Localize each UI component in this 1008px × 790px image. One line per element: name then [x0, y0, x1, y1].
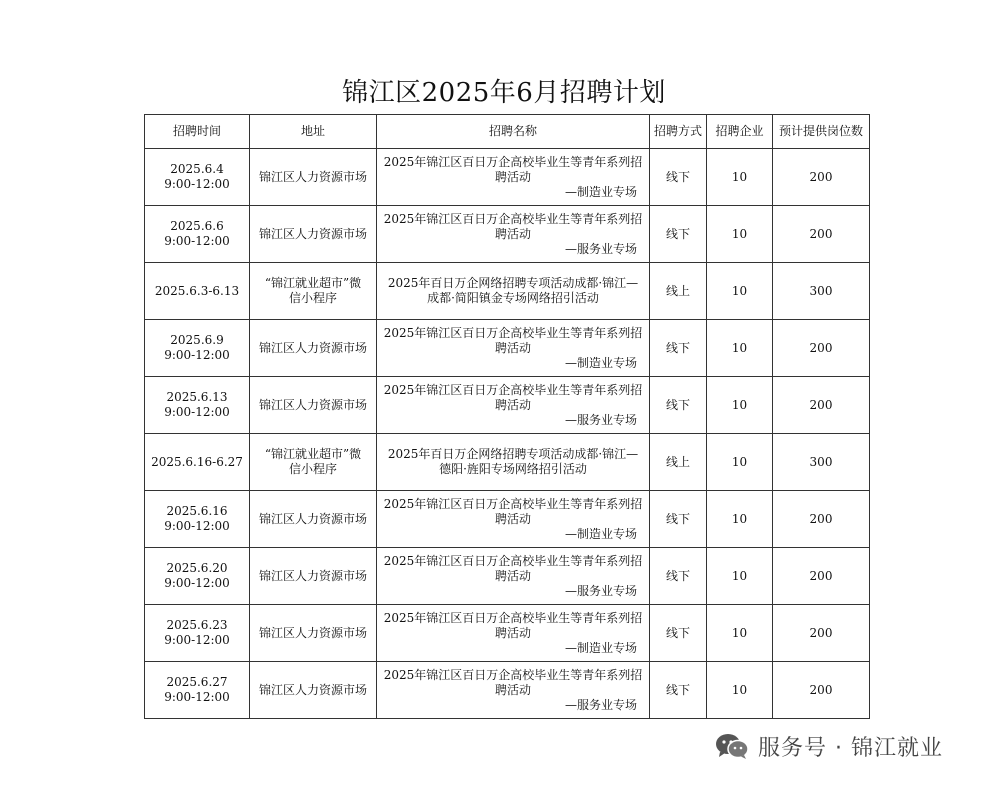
- cell-time: [145, 548, 250, 605]
- cell-hours-text: 9:00-12:00: [164, 405, 230, 419]
- cell-companies: 10: [707, 377, 773, 434]
- cell-event-name-text: 聘活动: [494, 226, 531, 241]
- header-address: 地址: [250, 115, 377, 149]
- cell-event-name: [377, 320, 650, 377]
- table-row: [145, 434, 870, 491]
- cell-time: [145, 149, 250, 206]
- cell-address-text: 锦江区人力资源市场: [258, 226, 367, 241]
- cell-hours-text: 9:00-12:00: [164, 690, 230, 704]
- cell-date-text: 2025.6.6: [170, 219, 224, 233]
- table-row: [145, 605, 870, 662]
- cell-address-text: 锦江区人力资源市场: [258, 682, 367, 697]
- table-header-row: [145, 115, 870, 149]
- wechat-icon: [714, 732, 750, 760]
- cell-event-name-text: 成都·简阳镇金专场网络招引活动: [427, 291, 599, 305]
- cell-hours-text: 9:00-12:00: [164, 348, 230, 362]
- cell-address: [250, 149, 377, 206]
- header-name: 招聘名称: [377, 115, 650, 149]
- cell-positions: 200: [773, 149, 870, 206]
- cell-event-session-text: —服务业专场: [564, 241, 637, 256]
- cell-positions: 200: [773, 548, 870, 605]
- cell-event-name-text: 2025年百日万企网络招聘专项活动成都·锦江—: [387, 276, 639, 290]
- header-mode: 招聘方式: [650, 115, 707, 149]
- cell-date-text: 2025.6.3-6.13: [154, 283, 240, 298]
- table-row: [145, 263, 870, 320]
- cell-event-name: [377, 434, 650, 491]
- cell-address: [250, 320, 377, 377]
- cell-date-text: 2025.6.20: [166, 561, 228, 575]
- cell-address: [250, 605, 377, 662]
- cell-event-name-text: 聘活动: [494, 682, 531, 697]
- cell-time: [145, 605, 250, 662]
- cell-event-name-text: 2025年锦江区百日万企高校毕业生等青年系列招: [383, 211, 643, 226]
- cell-companies: 10: [707, 149, 773, 206]
- cell-address-text: 信小程序: [288, 291, 337, 305]
- cell-address-text: 锦江区人力资源市场: [258, 340, 367, 355]
- cell-address: [250, 491, 377, 548]
- cell-time: [145, 662, 250, 719]
- cell-date-text: 2025.6.16-6.27: [151, 454, 243, 469]
- cell-time: [145, 491, 250, 548]
- table-row: [145, 149, 870, 206]
- cell-positions: 200: [773, 320, 870, 377]
- cell-event-name: [377, 548, 650, 605]
- cell-event-session-text: —制造业专场: [564, 526, 637, 541]
- cell-event-name-text: 2025年锦江区百日万企高校毕业生等青年系列招: [383, 154, 643, 169]
- table-row: [145, 491, 870, 548]
- table-row: [145, 320, 870, 377]
- cell-mode: 线下: [650, 320, 707, 377]
- cell-event-name: [377, 206, 650, 263]
- cell-event-session-text: —服务业专场: [564, 583, 637, 598]
- cell-mode: 线下: [650, 377, 707, 434]
- cell-event-name-text: 聘活动: [494, 169, 531, 184]
- cell-event-name-text: 聘活动: [494, 568, 531, 583]
- cell-time: [145, 434, 250, 491]
- cell-mode: 线下: [650, 491, 707, 548]
- table-row: [145, 206, 870, 263]
- cell-date-text: 2025.6.9: [170, 333, 224, 347]
- cell-hours-text: 9:00-12:00: [164, 519, 230, 533]
- cell-positions: 300: [773, 434, 870, 491]
- cell-positions: 200: [773, 605, 870, 662]
- cell-event-session-text: —制造业专场: [564, 184, 637, 199]
- cell-mode: 线下: [650, 605, 707, 662]
- cell-address: [250, 548, 377, 605]
- cell-event-name: [377, 491, 650, 548]
- recruitment-plan-table: [144, 114, 870, 719]
- cell-event-name-text: 2025年锦江区百日万企高校毕业生等青年系列招: [383, 382, 643, 397]
- cell-companies: 10: [707, 206, 773, 263]
- cell-companies: 10: [707, 320, 773, 377]
- cell-hours-text: 9:00-12:00: [164, 576, 230, 590]
- cell-event-name-text: 2025年锦江区百日万企高校毕业生等青年系列招: [383, 610, 643, 625]
- cell-address-text: 锦江区人力资源市场: [258, 397, 367, 412]
- cell-event-name-text: 聘活动: [494, 511, 531, 526]
- cell-event-name-text: 2025年锦江区百日万企高校毕业生等青年系列招: [383, 667, 643, 682]
- cell-positions: 200: [773, 662, 870, 719]
- cell-event-name-text: 聘活动: [494, 625, 531, 640]
- cell-date-text: 2025.6.16: [166, 504, 228, 518]
- cell-companies: 10: [707, 548, 773, 605]
- table-row: [145, 377, 870, 434]
- cell-event-name: [377, 662, 650, 719]
- cell-hours-text: 9:00-12:00: [164, 633, 230, 647]
- cell-time: [145, 377, 250, 434]
- cell-event-name: [377, 149, 650, 206]
- cell-positions: 200: [773, 491, 870, 548]
- cell-time: [145, 206, 250, 263]
- cell-address-text: “锦江就业超市”微: [264, 276, 362, 290]
- header-time: 招聘时间: [145, 115, 250, 149]
- cell-mode: 线下: [650, 662, 707, 719]
- cell-date-text: 2025.6.23: [166, 618, 228, 632]
- cell-event-name-text: 2025年百日万企网络招聘专项活动成都·锦江—: [387, 447, 639, 461]
- cell-event-name: [377, 263, 650, 320]
- cell-address: [250, 206, 377, 263]
- cell-companies: 10: [707, 605, 773, 662]
- cell-event-session-text: —制造业专场: [564, 355, 637, 370]
- cell-event-session-text: —服务业专场: [564, 697, 637, 712]
- cell-positions: 300: [773, 263, 870, 320]
- cell-address-text: 信小程序: [288, 462, 337, 476]
- cell-event-name-text: 2025年锦江区百日万企高校毕业生等青年系列招: [383, 496, 643, 511]
- cell-hours-text: 9:00-12:00: [164, 234, 230, 248]
- cell-event-name-text: 2025年锦江区百日万企高校毕业生等青年系列招: [383, 325, 643, 340]
- header-companies: 招聘企业: [707, 115, 773, 149]
- cell-time: [145, 320, 250, 377]
- cell-event-name-text: 德阳·旌阳专场网络招引活动: [439, 462, 587, 476]
- cell-address-text: “锦江就业超市”微: [264, 447, 362, 461]
- cell-address-text: 锦江区人力资源市场: [258, 625, 367, 640]
- cell-companies: 10: [707, 662, 773, 719]
- cell-address: [250, 434, 377, 491]
- table-row: [145, 662, 870, 719]
- cell-companies: 10: [707, 263, 773, 320]
- header-positions: 预计提供岗位数: [773, 115, 870, 149]
- cell-event-name-text: 2025年锦江区百日万企高校毕业生等青年系列招: [383, 553, 643, 568]
- watermark: [714, 731, 943, 761]
- cell-positions: 200: [773, 377, 870, 434]
- cell-mode: 线下: [650, 206, 707, 263]
- cell-hours-text: 9:00-12:00: [164, 177, 230, 191]
- cell-event-session-text: —服务业专场: [564, 412, 637, 427]
- cell-mode: 线上: [650, 434, 707, 491]
- cell-event-name-text: 聘活动: [494, 340, 531, 355]
- cell-mode: 线下: [650, 548, 707, 605]
- cell-address: [250, 377, 377, 434]
- cell-date-text: 2025.6.13: [166, 390, 228, 404]
- cell-date-text: 2025.6.27: [166, 675, 228, 689]
- cell-address-text: 锦江区人力资源市场: [258, 511, 367, 526]
- cell-date-text: 2025.6.4: [170, 162, 224, 176]
- cell-positions: 200: [773, 206, 870, 263]
- cell-companies: 10: [707, 434, 773, 491]
- cell-event-name: [377, 605, 650, 662]
- cell-mode: 线上: [650, 263, 707, 320]
- cell-event-name: [377, 377, 650, 434]
- page-title: 锦江区2025年6月招聘计划: [342, 78, 666, 108]
- table-body: [145, 149, 870, 719]
- cell-address-text: 锦江区人力资源市场: [258, 169, 367, 184]
- cell-event-name-text: 聘活动: [494, 397, 531, 412]
- cell-address: [250, 263, 377, 320]
- cell-address-text: 锦江区人力资源市场: [258, 568, 367, 583]
- cell-address: [250, 662, 377, 719]
- table-row: [145, 548, 870, 605]
- watermark-text: 服务号 · 锦江就业: [758, 735, 943, 761]
- cell-time: [145, 263, 250, 320]
- cell-event-session-text: —制造业专场: [564, 640, 637, 655]
- cell-companies: 10: [707, 491, 773, 548]
- cell-mode: 线下: [650, 149, 707, 206]
